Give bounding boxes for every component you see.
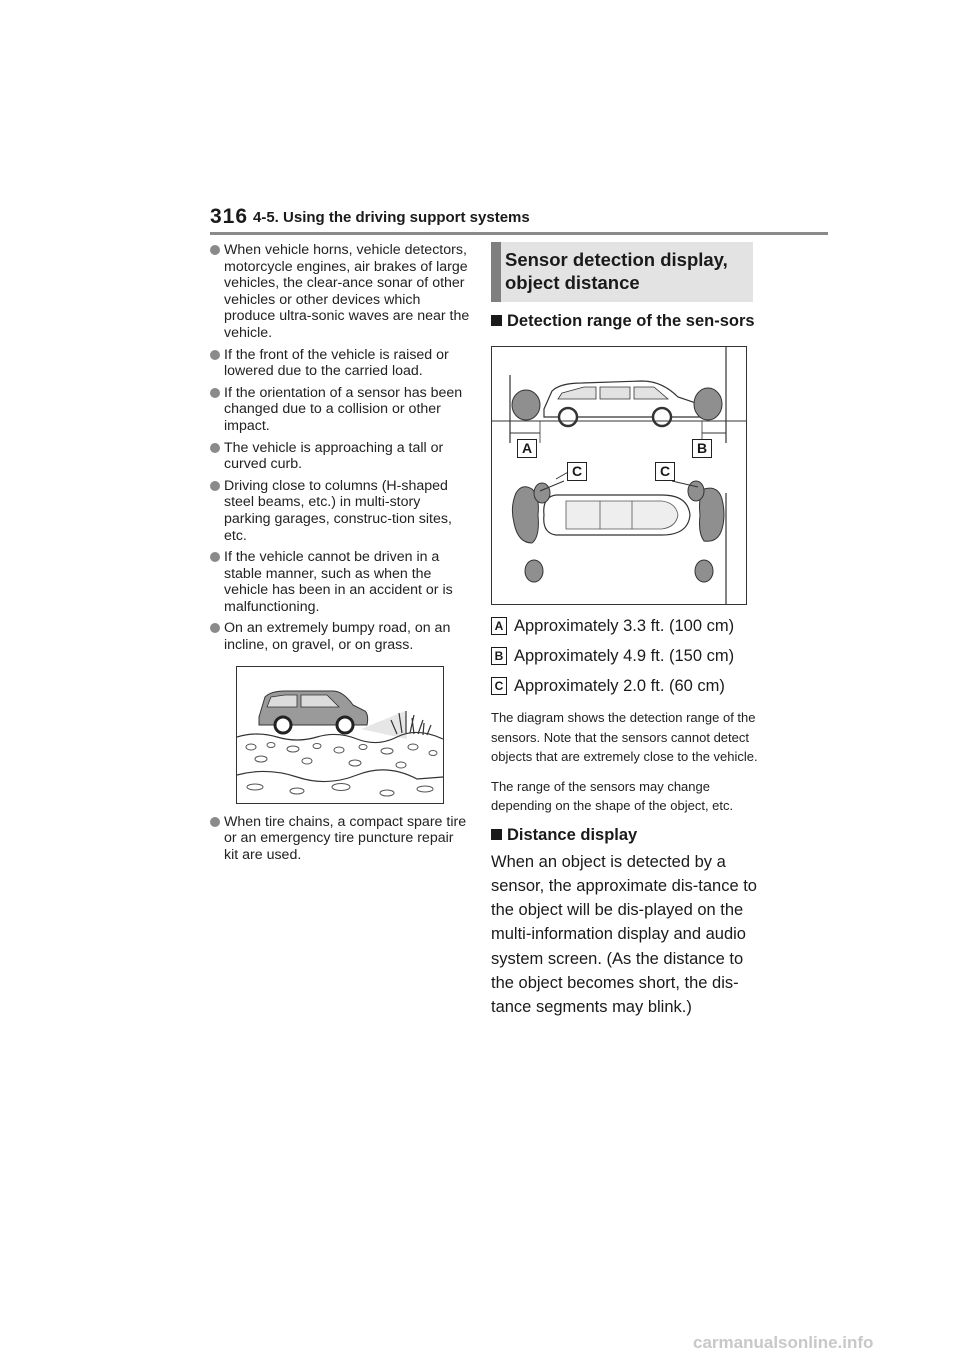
right-column (491, 242, 761, 1020)
bullet-dot-icon (210, 481, 220, 491)
bumpy-terrain-illustration (236, 666, 444, 804)
legend-text: Approximately 3.3 ft. (100 cm) (514, 617, 735, 635)
bullet-text: If the vehicle cannot be driven in a stable manner, such as when the vehicle has been in an accident or is malfunctioning. (224, 549, 453, 615)
distance-display-body: When an object is detected by a sensor, the approximate dis-tance to the object will be dis-played on the multi-information display and audio system screen. (As the distance to the object becomes short, the dis-tance segments may blink.) (491, 852, 757, 1017)
legend-key: A (491, 617, 507, 635)
bullet-dot-icon (210, 245, 220, 255)
watermark: carmanualsonline.info (693, 1333, 874, 1352)
bullet-dot-icon (210, 552, 220, 562)
note-range-shape: The range of the sensors may change depending on the shape of the object, etc. (491, 778, 734, 813)
legend-key: B (491, 647, 507, 665)
label-c-right: C (655, 462, 675, 481)
legend-key: C (491, 677, 507, 695)
square-bullet-icon (491, 315, 502, 326)
sensor-range-diagram (491, 346, 747, 605)
bullet-item (210, 620, 470, 653)
legend-text: Approximately 2.0 ft. (60 cm) (514, 677, 725, 695)
bullet-item (210, 347, 470, 380)
section-title: 4-5. Using the driving support systems (253, 209, 530, 226)
bullet-text: If the orientation of a sensor has been changed due to a collision or other impact. (224, 384, 463, 434)
bullet-text: Driving close to columns (H-shaped steel beams, etc.) in multi-story parking garages, construc-tion sites, etc. (224, 477, 452, 544)
bullet-dot-icon (210, 443, 220, 453)
note-detection-range: The diagram shows the detection range of the sensors. Note that the sensors cannot detect objects that are extremely close to the vehicle. (491, 710, 758, 764)
terrain-car-icon (237, 667, 443, 803)
header-rule (210, 232, 828, 235)
subheading-text: Detection range of the sen-sors (507, 312, 755, 330)
legend (491, 614, 761, 698)
bullet-text: If the front of the vehicle is raised or lowered due to the carried load. (224, 346, 449, 380)
label-b: B (692, 439, 712, 458)
bullet-item (210, 549, 470, 615)
label-c-left: C (567, 462, 587, 481)
legend-item (491, 614, 761, 638)
subheading-distance-display (491, 825, 761, 846)
bullet-text: On an extremely bumpy road, on an incline, on gravel, or on grass. (224, 620, 451, 654)
legend-text: Approximately 4.9 ft. (150 cm) (514, 647, 735, 665)
bullet-dot-icon (210, 350, 220, 360)
page-number: 316 (210, 205, 249, 228)
square-bullet-icon (491, 829, 502, 840)
section-heading: Sensor detection display, object distance (491, 242, 753, 302)
bullet-text: When vehicle horns, vehicle detectors, motorcycle engines, air brakes of large vehicles, the clear-ance sonar of other vehicles or other devices which produce ultra-sonic waves are near the vehicle. (224, 242, 470, 341)
label-a: A (517, 439, 537, 458)
bullet-item (210, 385, 470, 435)
legend-item (491, 644, 761, 668)
subheading-text: Distance display (507, 825, 638, 844)
bullet-dot-icon (210, 817, 220, 827)
bullet-dot-icon (210, 388, 220, 398)
sensor-diagram-icon (492, 347, 746, 604)
bullet-dot-icon (210, 623, 220, 633)
legend-item (491, 674, 761, 698)
bullet-text: The vehicle is approaching a tall or curved curb. (224, 439, 444, 473)
bullet-item (210, 814, 470, 864)
bullet-item (210, 440, 470, 473)
bullet-item (210, 478, 470, 544)
left-column (210, 242, 470, 868)
subheading-detection-range (491, 311, 761, 332)
bullet-item (210, 242, 470, 342)
bullet-text: When tire chains, a compact spare tire or an emergency tire puncture repair kit are used. (224, 813, 467, 863)
